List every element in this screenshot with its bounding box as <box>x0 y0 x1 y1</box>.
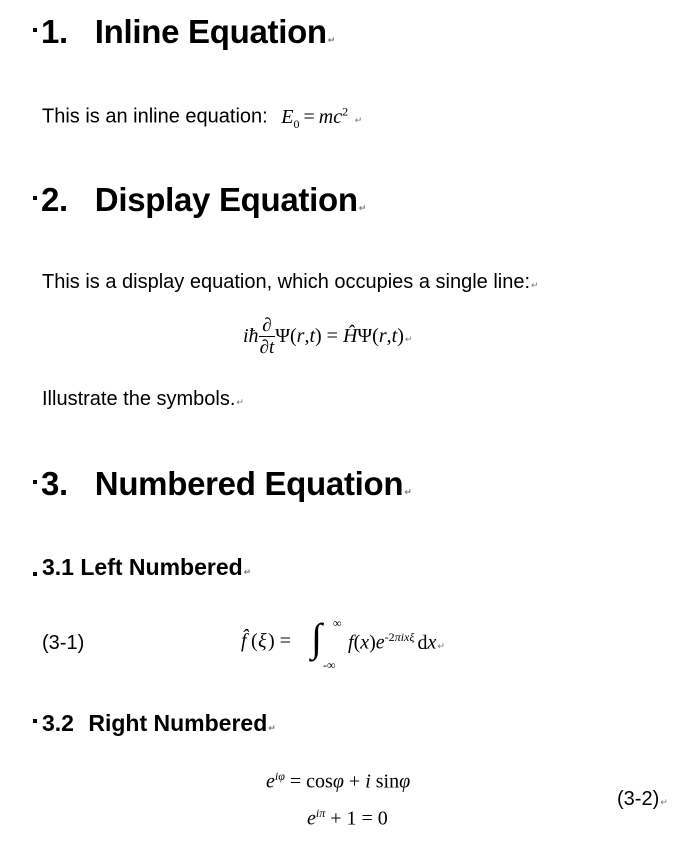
heading-bullet <box>33 28 37 32</box>
equation-number-left: (3-1) <box>42 632 85 654</box>
heading-bullet <box>33 480 37 484</box>
heading-bullet <box>33 719 37 723</box>
subsection-number: 3.2 <box>42 710 74 736</box>
section-title: Inline Equation <box>94 13 327 50</box>
display-equation-paragraph <box>42 271 539 294</box>
paragraph-mark: ↵ <box>660 798 668 808</box>
section-heading-3 <box>41 465 411 503</box>
inline-equation: $E_0 = mc^2$ <box>281 104 349 131</box>
heading-bullet <box>33 196 37 200</box>
section-number: 1. <box>41 13 68 50</box>
illustrate-text: Illustrate the symbols. <box>42 388 236 410</box>
subsection-number: 3.1 <box>42 554 74 580</box>
display-intro-text: This is a display equation, which occupies a single line: <box>42 271 531 293</box>
euler-formula-equation: $e^{i\varphi} = \cos\varphi + i$ sinφ <box>266 769 411 793</box>
heading-bullet <box>33 572 37 576</box>
illustrate-paragraph <box>42 388 244 411</box>
equation-number-right: (3-2)↵ <box>617 788 668 810</box>
euler-identity-equation: $e^{i\pi} + 1 = 0$ <box>307 806 388 830</box>
paragraph-mark: ↵ <box>404 488 412 498</box>
paragraph-mark: ↵ <box>531 281 539 291</box>
subsection-heading-3-2 <box>42 710 276 737</box>
paragraph-mark: ↵ <box>404 334 413 345</box>
subsection-title: Left Numbered <box>80 554 243 580</box>
section-heading-2 <box>41 181 366 219</box>
schrodinger-equation: iħ $\frac{\partial}{\partial t}$ Ψ(r,t) = ĤΨ(r,t)↵ <box>243 315 413 358</box>
subsection-heading-3-1 <box>42 554 251 581</box>
section-title: Display Equation <box>94 181 358 218</box>
paragraph-mark: ↵ <box>268 724 276 734</box>
section-number: 2. <box>41 181 68 218</box>
paragraph-mark: ↵ <box>358 204 366 214</box>
section-heading-1 <box>41 13 335 51</box>
inline-intro-text: This is an inline equation: <box>42 105 268 128</box>
paragraph-mark: ↵ <box>327 36 336 46</box>
section-number: 3. <box>41 465 68 502</box>
section-title: Numbered Equation <box>94 465 404 502</box>
inline-equation-paragraph <box>42 104 362 132</box>
paragraph-mark: ↵ <box>243 568 252 578</box>
paragraph-mark: ↵ <box>437 641 445 652</box>
paragraph-mark: ↵ <box>236 398 244 408</box>
paragraph-mark: ↵ <box>354 115 363 126</box>
subsection-title: Right Numbered <box>88 710 268 736</box>
